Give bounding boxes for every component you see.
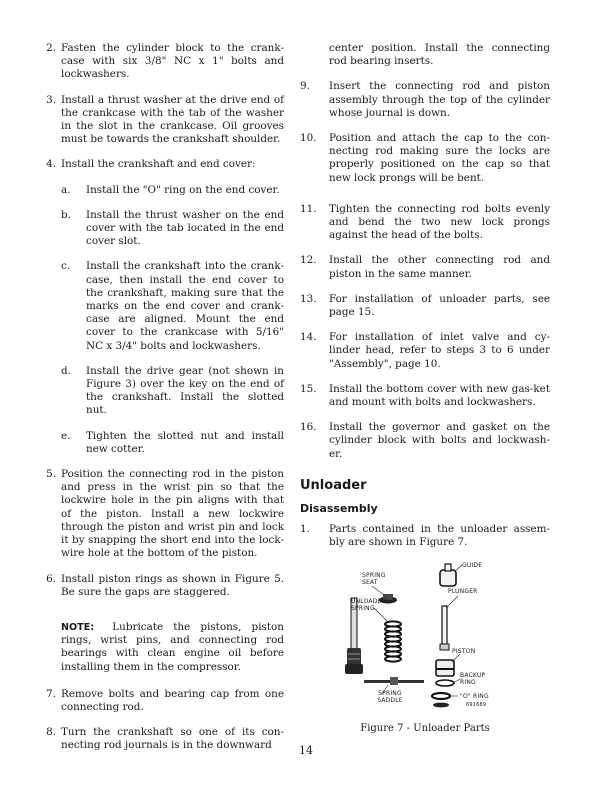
step-text: Parts contained in the unloader assem-bly are shown in Figure 7.: [329, 523, 550, 549]
step-number: 1.: [300, 523, 310, 536]
continued-text: center position. Install the connecting rod bearing inserts.: [329, 42, 550, 68]
label-unloader-spring: UNLOADER SPRING: [351, 597, 386, 612]
substep-text: Install the "O" ring on the end cover.: [86, 183, 280, 196]
step-text: Install piston rings as shown in Figure 5. Be sure the gaps are staggered.: [61, 572, 284, 598]
label-plunger: PLUNGER: [448, 587, 478, 595]
label-spring-saddle: SPRING SADDLE: [377, 689, 403, 704]
step-text: Install the governor and gasket on the cylinder block with bolts and lockwash-er.: [329, 421, 550, 460]
step-number: 2.: [46, 42, 56, 54]
step-2: [32, 42, 284, 82]
step-text: Fasten the cylinder block to the crank-case with six 3/8" NC x 1" bolts and lockwashers.: [61, 42, 284, 81]
label-part-number: 691689: [466, 701, 487, 708]
substep-letter: b.: [61, 208, 71, 221]
step-text: Turn the crankshaft so one of its con-necting rod journals is in the downward: [61, 726, 284, 752]
note-text: Lubricate the pistons, piston rings, wrist pins, and connecting rod bearings with clean engine oil before installing them in the compressor.: [61, 620, 284, 673]
substep-letter: c.: [61, 260, 71, 273]
step-text: For installation of unloader parts, see page 15.: [329, 292, 550, 319]
step-text: Position and attach the cap to the con-necting rod making sure the locks are properly positioned on the cap so that new lock prongs will be bent.: [329, 132, 550, 184]
guide-part: [440, 564, 462, 586]
step-text: Install the bottom cover with new gas-ket and mount with bolts and lockwashers.: [329, 382, 550, 409]
step-text: For installation of inlet valve and cy-linder head, refer to steps 3 to 6 under "Assembly", page 10.: [329, 331, 550, 370]
step-3: [32, 94, 284, 147]
substep-e: [32, 430, 284, 456]
step-4: [32, 158, 284, 171]
figure-7: [300, 562, 550, 718]
step-number: 12.: [300, 254, 317, 267]
piston-part: [436, 654, 460, 676]
substep-c: [32, 260, 284, 352]
step-number: 15.: [300, 382, 317, 395]
step-14: [300, 331, 550, 371]
step-number: 7.: [46, 687, 56, 700]
label-spring-seat: SPRING SEAT: [362, 571, 386, 586]
step-text: Install the crankshaft and end cover:: [61, 158, 256, 171]
step-number: 4.: [46, 158, 56, 171]
plunger-part: [440, 596, 458, 650]
step-13: [300, 293, 550, 319]
step-number: 11.: [300, 202, 317, 215]
step-1: [300, 523, 550, 549]
step-12: [300, 254, 550, 280]
step-text: Remove bolts and bearing cap from one connecting rod.: [61, 687, 284, 713]
step-number: 8.: [46, 726, 56, 739]
substep-letter: e.: [61, 429, 71, 442]
substep-letter: d.: [61, 364, 71, 377]
unloader-parts-illustration: [300, 562, 550, 718]
backup-ring-part: [436, 679, 460, 686]
right-column: [300, 42, 550, 735]
label-piston: PISTON: [452, 647, 476, 655]
step-number: 9.: [300, 80, 310, 93]
left-column: [32, 42, 284, 765]
step-15: [300, 383, 550, 409]
label-o-ring: "O" RING: [460, 692, 489, 700]
note-label: NOTE:: [61, 621, 95, 633]
label-backup-ring: BACKUP RING: [460, 671, 486, 686]
step-number: 13.: [300, 292, 317, 305]
step-text: Position the connecting rod in the piston and press in the wrist pin so that the lockwire hole in the pin aligns with that of the piston. Install a new lockwire through the piston and wrist pin and lock it by snapping the short end into the lock-wire hole at the bottom of the piston.: [61, 468, 284, 560]
section-title: Unloader: [300, 477, 367, 493]
step-9: [300, 80, 550, 120]
substep-a: [32, 184, 284, 197]
figure-caption: Figure 7 - Unloader Parts: [360, 722, 490, 734]
substep-text: Install the crankshaft into the crank-case, then install the end cover to the crankshaft, making sure that the marks on the end cover and crank-case are aligned. Mount the end cover to the crankcase with 5/16" NC x 3/4" bolts and lockwashers.: [86, 260, 284, 352]
substep-text: Install the thrust washer on the end cover with the tab located in the end cover slot.: [86, 208, 284, 248]
step-number: 3.: [46, 93, 56, 106]
unloader-spring-part: [374, 608, 401, 662]
step-text: Install a thrust washer at the drive end of the crankcase with the tab of the washer in the slot in the crankcase. Oil grooves must be towards the crankshaft shoulder.: [61, 93, 284, 146]
substep-text: Tighten the slotted nut and install new cotter.: [86, 429, 284, 455]
step-5: [32, 468, 284, 560]
step-number: 6.: [46, 572, 56, 585]
subsection-title: Disassembly: [300, 502, 378, 516]
step-7: [32, 688, 284, 714]
substep-letter: a.: [61, 183, 71, 196]
page-number: 14: [299, 744, 313, 757]
step-text: Insert the connecting rod and piston assembly through the top of the cylinder whose journal is down.: [329, 80, 550, 119]
step-11: [300, 203, 550, 243]
substep-text: Install the drive gear (not shown in Figure 3) over the key on the end of the crankshaft. Install the slotted nut.: [86, 364, 284, 417]
step-number: 10.: [300, 132, 317, 145]
step-10: [300, 132, 550, 185]
substep-b: [32, 209, 284, 249]
o-ring-part: [432, 693, 458, 707]
step-text: Tighten the connecting rod bolts evenly and bend the two new lock prongs against the head of the bolts.: [329, 202, 550, 242]
step-number: 5.: [46, 468, 56, 481]
label-guide: GUIDE: [462, 561, 483, 569]
step-16: [300, 421, 550, 461]
step-text: Install the other connecting rod and piston in the same manner.: [329, 254, 550, 280]
step-number: 14.: [300, 331, 317, 344]
substep-d: [32, 365, 284, 418]
note: [32, 621, 284, 674]
step-6: [32, 573, 284, 599]
step-number: 16.: [300, 421, 317, 434]
